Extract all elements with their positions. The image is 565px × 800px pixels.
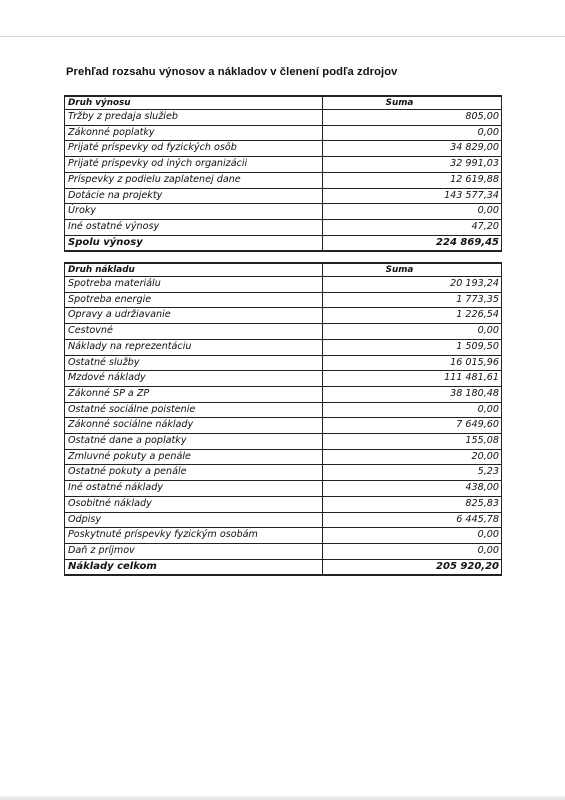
row-value: 32 991,03 <box>323 157 502 173</box>
income-header-row <box>65 96 502 110</box>
table-row <box>65 125 502 141</box>
row-value: 0,00 <box>323 324 502 340</box>
row-value: 0,00 <box>323 125 502 141</box>
scan-edge-line <box>0 36 565 37</box>
row-value: 7 649,60 <box>323 418 502 434</box>
table-row <box>65 371 502 387</box>
row-label: Zákonné poplatky <box>65 125 323 141</box>
row-label: Úroky <box>65 204 323 220</box>
row-label: Zmluvné pokuty a penále <box>65 449 323 465</box>
row-value: 155,08 <box>323 434 502 450</box>
table-row <box>65 465 502 481</box>
row-label: Osobitné náklady <box>65 496 323 512</box>
row-label: Cestovné <box>65 324 323 340</box>
income-sum-header: Suma <box>323 96 502 110</box>
row-label: Daň z príjmov <box>65 543 323 559</box>
row-label: Náklady na reprezentáciu <box>65 339 323 355</box>
cost-sum-header: Suma <box>323 263 502 277</box>
table-row <box>65 277 502 293</box>
row-label: Prijaté príspevky od iných organizácii <box>65 157 323 173</box>
table-row <box>65 172 502 188</box>
table-row <box>65 324 502 340</box>
table-row <box>65 141 502 157</box>
row-value: 0,00 <box>323 204 502 220</box>
document-title: Prehľad rozsahu výnosov a nákladov v členení podľa zdrojov <box>66 66 398 78</box>
row-label: Iné ostatné náklady <box>65 481 323 497</box>
total-label: Náklady celkom <box>65 559 323 575</box>
table-row <box>65 339 502 355</box>
row-label: Opravy a udržiavanie <box>65 308 323 324</box>
row-label: Poskytnuté príspevky fyzickým osobám <box>65 528 323 544</box>
row-value: 20 193,24 <box>323 277 502 293</box>
row-value: 0,00 <box>323 528 502 544</box>
table-row <box>65 386 502 402</box>
total-value: 205 920,20 <box>323 559 502 575</box>
table-row <box>65 512 502 528</box>
row-label: Zákonné sociálne náklady <box>65 418 323 434</box>
row-label: Ostatné pokuty a penále <box>65 465 323 481</box>
table-row <box>65 308 502 324</box>
row-value: 1 773,35 <box>323 292 502 308</box>
cost-type-header: Druh nákladu <box>65 263 323 277</box>
row-value: 12 619,88 <box>323 172 502 188</box>
table-row <box>65 157 502 173</box>
row-value: 0,00 <box>323 543 502 559</box>
row-value: 0,00 <box>323 402 502 418</box>
row-label: Ostatné sociálne poistenie <box>65 402 323 418</box>
row-value: 34 829,00 <box>323 141 502 157</box>
table-row <box>65 219 502 235</box>
scan-edge-bottom <box>0 796 565 800</box>
table-row <box>65 292 502 308</box>
row-value: 6 445,78 <box>323 512 502 528</box>
costs-header-row <box>65 263 502 277</box>
income-total-row <box>65 235 502 251</box>
row-value: 805,00 <box>323 110 502 126</box>
table-row <box>65 204 502 220</box>
row-label: Iné ostatné výnosy <box>65 219 323 235</box>
row-value: 111 481,61 <box>323 371 502 387</box>
table-row <box>65 188 502 204</box>
costs-total-row <box>65 559 502 575</box>
income-type-header: Druh výnosu <box>65 96 323 110</box>
row-value: 1 509,50 <box>323 339 502 355</box>
table-row <box>65 528 502 544</box>
row-label: Spotreba materiálu <box>65 277 323 293</box>
table-row <box>65 449 502 465</box>
row-value: 16 015,96 <box>323 355 502 371</box>
row-value: 1 226,54 <box>323 308 502 324</box>
table-row <box>65 543 502 559</box>
row-label: Tržby z predaja služieb <box>65 110 323 126</box>
total-value: 224 869,45 <box>323 235 502 251</box>
table-row <box>65 481 502 497</box>
row-value: 47,20 <box>323 219 502 235</box>
table-row <box>65 418 502 434</box>
row-value: 38 180,48 <box>323 386 502 402</box>
row-label: Dotácie na projekty <box>65 188 323 204</box>
table-row <box>65 110 502 126</box>
row-label: Príspevky z podielu zaplatenej dane <box>65 172 323 188</box>
row-label: Ostatné služby <box>65 355 323 371</box>
row-value: 438,00 <box>323 481 502 497</box>
row-value: 20,00 <box>323 449 502 465</box>
row-label: Prijaté príspevky od fyzických osôb <box>65 141 323 157</box>
table-row <box>65 496 502 512</box>
income-table <box>64 95 502 252</box>
row-value: 825,83 <box>323 496 502 512</box>
table-row <box>65 355 502 371</box>
table-row <box>65 434 502 450</box>
row-label: Zákonné SP a ZP <box>65 386 323 402</box>
row-value: 143 577,34 <box>323 188 502 204</box>
row-label: Ostatné dane a poplatky <box>65 434 323 450</box>
row-value: 5,23 <box>323 465 502 481</box>
table-row <box>65 402 502 418</box>
row-label: Odpisy <box>65 512 323 528</box>
row-label: Spotreba energie <box>65 292 323 308</box>
total-label: Spolu výnosy <box>65 235 323 251</box>
costs-table <box>64 262 502 576</box>
row-label: Mzdové náklady <box>65 371 323 387</box>
